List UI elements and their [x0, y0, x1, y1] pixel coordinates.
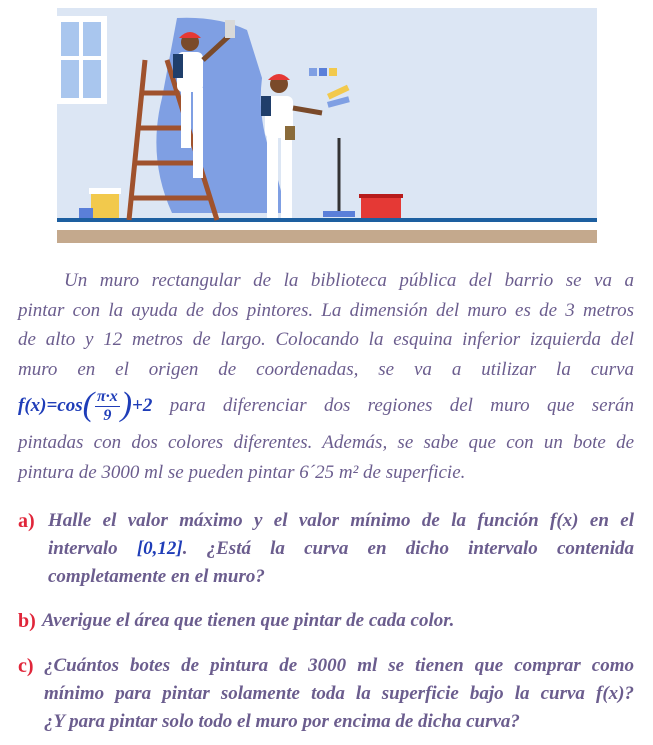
formula-fraction	[95, 388, 120, 425]
question-c-line-1: ¿Cuántos botes de pintura de 3000 ml se tienen que comprar como	[44, 655, 634, 676]
interval: [0,12]	[136, 538, 183, 559]
question-c-label: c)	[18, 655, 34, 677]
floor	[57, 230, 597, 243]
formula-rhs: +2	[132, 395, 153, 416]
intro-line-4: muro en el origen de coordenadas, se va a utilizar la curva	[18, 358, 634, 380]
baseboard	[57, 222, 597, 230]
question-a-line-3: completamente en el muro?	[48, 566, 265, 587]
floor-line	[57, 218, 597, 222]
intro-line-6: pintadas con dos colores diferentes. Además, se sabe que con un bote de	[18, 432, 634, 453]
question-a	[18, 507, 634, 591]
question-a-line-2b: . ¿Está la curva en dicho intervalo contenida	[182, 538, 635, 559]
intro-line-7: pintura de 3000 ml se pueden pintar 6´25 m² de superficie.	[18, 461, 466, 483]
question-c-line-3: ¿Y para pintar solo todo el muro por encima de dicha curva?	[44, 711, 520, 732]
question-a-label: a)	[18, 510, 35, 532]
function-formula: f(x)=cos( $\frac{\pi\cdot x}{9}$ )+2	[18, 385, 153, 425]
formula-lhs: f(x)=cos	[18, 395, 83, 416]
question-c-line-2: mínimo para pintar solamente toda la superficie bajo la curva f(x)?	[44, 683, 634, 704]
window-icon	[57, 16, 107, 104]
fraction-denominator: 9	[103, 407, 112, 425]
intro-line-2: pintar con la ayuda de dos pintores. La dimensión del muro es de 3 metros	[18, 299, 634, 321]
intro-line-3: de alto y 12 metros de largo. Colocando la esquina inferior izquierda del	[18, 329, 634, 350]
question-c	[18, 652, 634, 736]
question-a-line-1: Halle el valor máximo y el valor mínimo de la función f(x) en el	[48, 510, 634, 531]
painters-illustration	[57, 8, 597, 243]
paint-bucket-red	[359, 194, 403, 218]
intro-line-5: para diferenciar dos regiones del muro que serán	[169, 395, 634, 416]
problem-statement	[18, 266, 634, 487]
question-b-label: b)	[18, 610, 36, 632]
fraction-numerator: π·x	[96, 388, 118, 406]
question-b-line-1: Averigue el área que tienen que pintar de cada color.	[42, 610, 455, 631]
question-a-line-2a: intervalo	[48, 538, 118, 559]
question-b	[18, 607, 634, 635]
intro-line-1: Un muro rectangular de la biblioteca pública del barrio se va a	[64, 270, 634, 291]
